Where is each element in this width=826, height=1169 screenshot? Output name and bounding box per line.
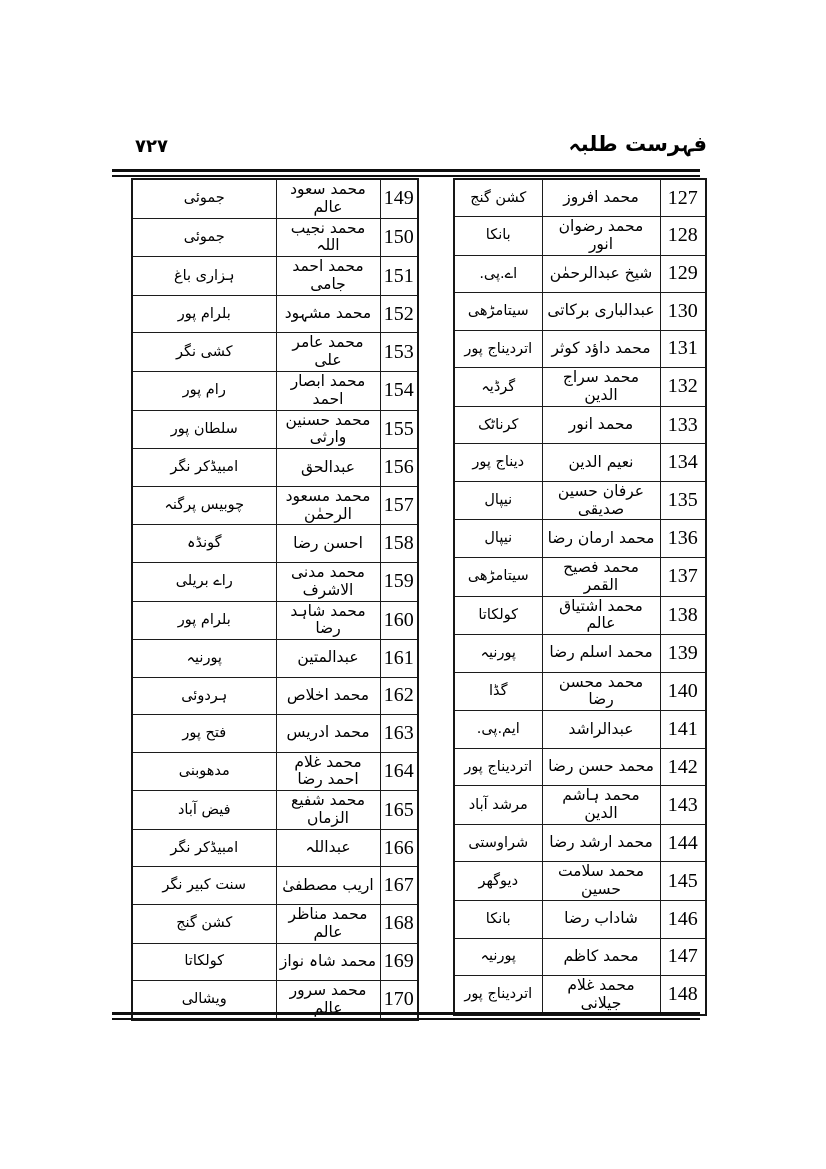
place-name: کولکاتا	[454, 596, 542, 635]
table-row	[454, 901, 706, 939]
table-row	[454, 217, 706, 256]
serial-number: 168	[380, 904, 418, 943]
table-row	[454, 406, 706, 444]
student-name: محمد افروز	[542, 179, 660, 217]
table-row	[132, 752, 418, 791]
student-name: محمد ادریس	[276, 715, 380, 753]
student-name: محمد ابصار احمد	[276, 372, 380, 411]
place-name: سلطان پور	[132, 410, 276, 449]
serial-number: 141	[660, 711, 706, 749]
student-name: نعیم الدین	[542, 444, 660, 482]
student-name: محمد سلامت حسین	[542, 862, 660, 901]
table-row	[132, 904, 418, 943]
table-row	[454, 672, 706, 711]
student-name: محمد شفیع الزماں	[276, 791, 380, 830]
serial-number: 158	[380, 525, 418, 563]
table-row	[132, 179, 418, 218]
top-divider	[112, 169, 700, 177]
table-row	[132, 525, 418, 563]
student-name: محمد مسعود الرحمٰن	[276, 486, 380, 525]
table-row	[132, 601, 418, 640]
serial-number: 143	[660, 786, 706, 825]
place-name: کشن گنج	[454, 179, 542, 217]
serial-number: 131	[660, 330, 706, 368]
table-row	[454, 179, 706, 217]
serial-number: 135	[660, 481, 706, 520]
table-row	[132, 257, 418, 296]
student-name: محمد کاظم	[542, 938, 660, 976]
table-row	[454, 976, 706, 1015]
serial-number: 170	[380, 981, 418, 1020]
place-name: بلرام پور	[132, 601, 276, 640]
table-row	[132, 333, 418, 372]
serial-number: 157	[380, 486, 418, 525]
serial-number: 134	[660, 444, 706, 482]
place-name: ہردوئی	[132, 677, 276, 715]
student-name: عبداللہ	[276, 829, 380, 867]
table-row	[132, 943, 418, 981]
table-row	[132, 867, 418, 905]
student-name: محمد سعود عالم	[276, 179, 380, 218]
student-name: محمد غلام جیلانی	[542, 976, 660, 1015]
table-row	[132, 218, 418, 257]
place-name: پورنیہ	[132, 640, 276, 678]
table-row	[132, 295, 418, 333]
table-row	[454, 786, 706, 825]
table-row	[132, 677, 418, 715]
table-row	[132, 562, 418, 601]
student-name: محمد سرور عالم	[276, 981, 380, 1020]
student-name: اریب مصطفیٰ	[276, 867, 380, 905]
serial-number: 159	[380, 562, 418, 601]
serial-number: 164	[380, 752, 418, 791]
table-row	[132, 715, 418, 753]
student-table-149-170	[131, 178, 419, 1021]
place-name: دیوگھر	[454, 862, 542, 901]
place-name: سیتامڑھی	[454, 557, 542, 596]
student-name: محمد سراج الدین	[542, 368, 660, 407]
place-name: گڈا	[454, 672, 542, 711]
place-name: امبیڈکر نگر	[132, 449, 276, 487]
student-name: عبدالحق	[276, 449, 380, 487]
student-name: محمد داؤد کوثر	[542, 330, 660, 368]
student-name: محمد اخلاص	[276, 677, 380, 715]
student-name: محمد غلام احمد رضا	[276, 752, 380, 791]
table-row	[454, 293, 706, 331]
place-name: فتح پور	[132, 715, 276, 753]
place-name: جموئی	[132, 218, 276, 257]
place-name: بانکا	[454, 901, 542, 939]
student-name: محمد شاہ نواز	[276, 943, 380, 981]
student-name: محمد مشہود	[276, 295, 380, 333]
serial-number: 163	[380, 715, 418, 753]
page-number: ۷۲۷	[135, 135, 168, 157]
student-name: عبدالراشد	[542, 711, 660, 749]
table-row	[132, 410, 418, 449]
serial-number: 167	[380, 867, 418, 905]
student-name: محمد حسنین وارثی	[276, 410, 380, 449]
serial-number: 149	[380, 179, 418, 218]
bottom-divider	[112, 1012, 700, 1020]
student-name: محمد نجیب اللہ	[276, 218, 380, 257]
serial-number: 155	[380, 410, 418, 449]
student-name: محمد رضوان انور	[542, 217, 660, 256]
table-row	[132, 829, 418, 867]
serial-number: 154	[380, 372, 418, 411]
student-name: محمد انور	[542, 406, 660, 444]
place-name: اتردیناج پور	[454, 330, 542, 368]
place-name: گرڈیہ	[454, 368, 542, 407]
table-row	[454, 938, 706, 976]
place-name: گونڈہ	[132, 525, 276, 563]
serial-number: 165	[380, 791, 418, 830]
student-name: احسن رضا	[276, 525, 380, 563]
serial-number: 169	[380, 943, 418, 981]
serial-number: 146	[660, 901, 706, 939]
serial-number: 151	[380, 257, 418, 296]
place-name: اے.پی.	[454, 255, 542, 293]
table-row	[454, 824, 706, 862]
table-row	[454, 330, 706, 368]
serial-number: 136	[660, 520, 706, 558]
serial-number: 129	[660, 255, 706, 293]
place-name: ہزاری باغ	[132, 257, 276, 296]
student-name: محمد مناظر عالم	[276, 904, 380, 943]
serial-number: 147	[660, 938, 706, 976]
table-row	[454, 862, 706, 901]
place-name: کرناٹک	[454, 406, 542, 444]
serial-number: 144	[660, 824, 706, 862]
place-name: دیناج پور	[454, 444, 542, 482]
serial-number: 145	[660, 862, 706, 901]
student-name: محمد احمد جامی	[276, 257, 380, 296]
serial-number: 150	[380, 218, 418, 257]
serial-number: 162	[380, 677, 418, 715]
serial-number: 137	[660, 557, 706, 596]
place-name: جموئی	[132, 179, 276, 218]
student-name: عبدالمتین	[276, 640, 380, 678]
serial-number: 138	[660, 596, 706, 635]
place-name: اتردیناج پور	[454, 976, 542, 1015]
serial-number: 139	[660, 635, 706, 673]
serial-number: 130	[660, 293, 706, 331]
student-name: محمد ارمان رضا	[542, 520, 660, 558]
serial-number: 128	[660, 217, 706, 256]
table-row	[454, 711, 706, 749]
table-row	[132, 640, 418, 678]
student-name: محمد شاہد رضا	[276, 601, 380, 640]
serial-number: 152	[380, 295, 418, 333]
table-row	[454, 520, 706, 558]
student-name: محمد عامر علی	[276, 333, 380, 372]
table-row	[454, 444, 706, 482]
place-name: نیپال	[454, 520, 542, 558]
place-name: مدھوبنی	[132, 752, 276, 791]
place-name: ویشالی	[132, 981, 276, 1020]
place-name: سیتامڑھی	[454, 293, 542, 331]
student-table-body	[132, 179, 418, 1020]
serial-number: 140	[660, 672, 706, 711]
serial-number: 142	[660, 748, 706, 786]
serial-number: 160	[380, 601, 418, 640]
serial-number: 153	[380, 333, 418, 372]
student-name: محمد فصیح القمر	[542, 557, 660, 596]
serial-number: 133	[660, 406, 706, 444]
place-name: کشن گنج	[132, 904, 276, 943]
student-name: محمد ہاشم الدین	[542, 786, 660, 825]
table-row	[454, 481, 706, 520]
place-name: کولکاتا	[132, 943, 276, 981]
table-row	[454, 635, 706, 673]
student-name: محمد مدنی الاشرف	[276, 562, 380, 601]
student-name: محمد محسن رضا	[542, 672, 660, 711]
serial-number: 166	[380, 829, 418, 867]
serial-number: 132	[660, 368, 706, 407]
student-name: محمد اشتیاق عالم	[542, 596, 660, 635]
tables-container	[135, 178, 707, 1021]
serial-number: 156	[380, 449, 418, 487]
place-name: فیض آباد	[132, 791, 276, 830]
place-name: چوبیس پرگنہ	[132, 486, 276, 525]
place-name: پورنیہ	[454, 938, 542, 976]
place-name: بلرام پور	[132, 295, 276, 333]
page-title: فہرست طلبہ	[568, 132, 707, 156]
table-row	[132, 791, 418, 830]
place-name: سنت کبیر نگر	[132, 867, 276, 905]
table-row	[454, 557, 706, 596]
student-name: محمد اسلم رضا	[542, 635, 660, 673]
student-name: شاداب رضا	[542, 901, 660, 939]
place-name: مرشد آباد	[454, 786, 542, 825]
table-row	[454, 596, 706, 635]
table-row	[132, 372, 418, 411]
place-name: ایم.پی.	[454, 711, 542, 749]
table-row	[132, 486, 418, 525]
student-name: محمد ارشد رضا	[542, 824, 660, 862]
serial-number: 161	[380, 640, 418, 678]
student-name: شیخ عبدالرحمٰن	[542, 255, 660, 293]
place-name: پورنیہ	[454, 635, 542, 673]
page-header	[135, 132, 707, 157]
student-name: عبدالباری برکاتی	[542, 293, 660, 331]
place-name: شراوستی	[454, 824, 542, 862]
student-name: عرفان حسین صدیقی	[542, 481, 660, 520]
student-table-body	[454, 179, 706, 1015]
table-row	[132, 449, 418, 487]
serial-number: 148	[660, 976, 706, 1015]
serial-number: 127	[660, 179, 706, 217]
place-name: بانکا	[454, 217, 542, 256]
student-table-127-148	[453, 178, 707, 1016]
place-name: کشی نگر	[132, 333, 276, 372]
student-name: محمد حسن رضا	[542, 748, 660, 786]
place-name: امبیڈکر نگر	[132, 829, 276, 867]
place-name: راے بریلی	[132, 562, 276, 601]
place-name: نیپال	[454, 481, 542, 520]
table-row	[454, 368, 706, 407]
table-row	[454, 255, 706, 293]
place-name: رام پور	[132, 372, 276, 411]
table-row	[454, 748, 706, 786]
place-name: اتردیناج پور	[454, 748, 542, 786]
